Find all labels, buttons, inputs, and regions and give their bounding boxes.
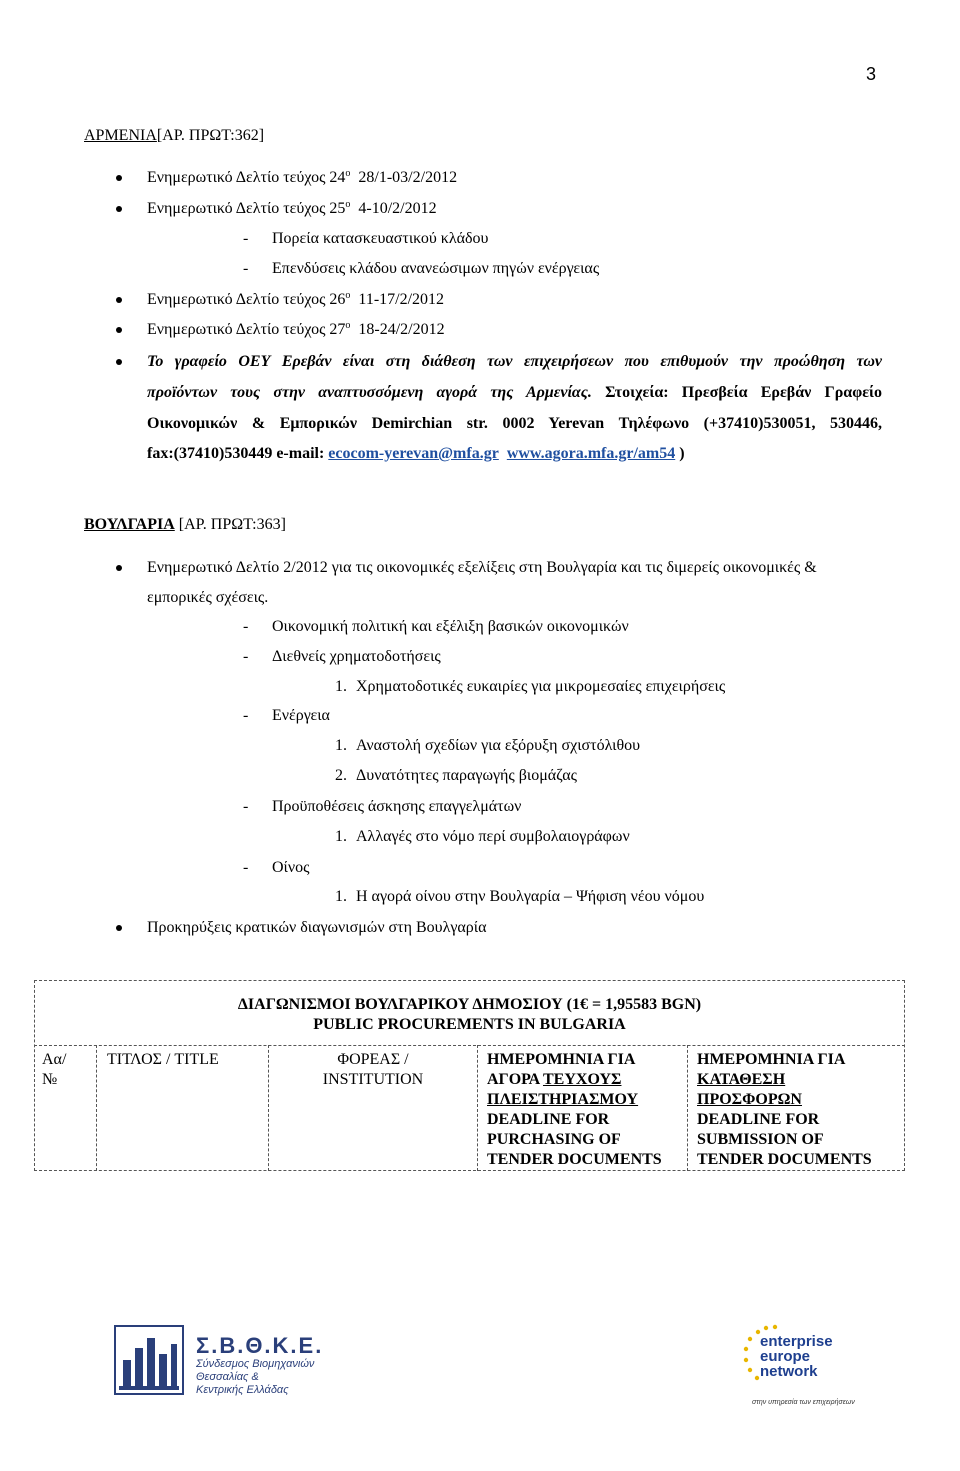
col-header-title: ΤΙΤΛΟΣ / TITLE	[107, 1051, 219, 1068]
armenia-protocol: [ΑΡ. ΠΡΩΤ:362]	[156, 127, 265, 144]
bulletin-line-2: εμπορικές σχέσεις.	[147, 589, 269, 606]
dash-item: -	[243, 230, 249, 247]
office-line-3: Οικονομικών & Εμπορικών Demirchian str. 0002 Yerevan Τηλέφωνο (+37410)530051, 530446,	[147, 415, 882, 432]
table-title-greek: ΔΙΑΓΩΝΙΣΜΟΙ ΒΟΥΛΓΑΡΙΚΟΥ ΔΗΜΟΣΙΟΥ (1€ = 1,95583 BGN)	[237, 996, 702, 1013]
office-line-4: fax:(37410)530449 e-mail: ecocom-yerevan@mfa.gr www.agora.mfa.gr/am54 )	[147, 445, 685, 462]
bullet-icon	[116, 327, 122, 333]
bulletin-line-1: Ενημερωτικό Δελτίο 2/2012 για τις οικονομικές εξελίξεις στη Βουλγαρία και τις διμερείς οικονομικές &	[147, 559, 817, 576]
een-tagline: στην υπηρεσία των επιχειρήσεων	[752, 1399, 855, 1406]
bulgaria-heading	[84, 515, 286, 535]
dash-item: -	[243, 648, 249, 665]
armenia-heading	[84, 126, 264, 146]
topic-item: Ενέργεια	[272, 707, 330, 724]
col-header-number: Αα/ №	[42, 1051, 67, 1088]
number-item: 1.	[335, 888, 347, 905]
dash-item: -	[243, 859, 249, 876]
sbbke-subtitle: Σύνδεσμος Βιομηχανιών Θεσσαλίας & Κεντρικής Ελλάδας	[196, 1358, 315, 1396]
topic-item: Διεθνείς χρηματοδοτήσεις	[272, 648, 441, 665]
table-title-english: PUBLIC PROCUREMENTS IN BULGARIA	[313, 1016, 626, 1033]
bullet-icon	[116, 175, 122, 181]
sbbke-logo-text: Σ.Β.Θ.Κ.Ε.	[196, 1333, 324, 1358]
dash-item: -	[243, 618, 249, 635]
bullet-icon	[116, 359, 122, 365]
topic-item: Προϋποθέσεις άσκησης επαγγελμάτων	[272, 798, 522, 815]
bulletin-item: Ενημερωτικό Δελτίο τεύχος $25^o$ 4-10/2/2012	[147, 199, 437, 217]
table-divider	[477, 1045, 478, 1171]
page-number: 3	[866, 64, 877, 84]
number-item: 1.	[335, 737, 347, 754]
col-header-purchase-deadline: ΗΜΕΡΟΜΗΝΙΑ ΓΙΑ ΑΓΟΡΑ ΤΕΥΧΟΥΣ ΠΛΕΙΣΤΗΡΙΑΣΜΟΥ DEADLINE FOR PURCHASING OF TENDER DOCUMENTS	[487, 1051, 662, 1168]
col-header-institution: ΦΟΡΕΑΣ / INSTITUTION	[322, 1051, 424, 1088]
table-divider	[96, 1045, 97, 1171]
table-divider	[687, 1045, 688, 1171]
bullet-icon	[116, 206, 122, 212]
number-item: 1.	[335, 828, 347, 845]
topic-item: Οικονομική πολιτική και εξέλιξη βασικών οικονομικών	[272, 618, 629, 635]
topic-item: Αλλαγές στο νόμο περί συμβολαιογράφων	[356, 828, 630, 845]
sub-item: Επενδύσεις κλάδου ανανεώσιμων πηγών ενέργειας	[272, 260, 600, 277]
bullet-icon	[116, 297, 122, 303]
een-logo-text: enterprise europe network	[760, 1333, 833, 1380]
office-line-2: προϊόντων τους στην αναπτυσσόμενη αγορά της Αρμενίας. Στοιχεία: Πρεσβεία Ερεβάν Γραφείο	[147, 384, 882, 401]
topic-item: Αναστολή σχεδίων για εξόρυξη σχιστόλιθου	[356, 737, 641, 754]
topic-item: Οίνος	[272, 859, 310, 876]
dash-item: -	[243, 260, 249, 277]
table-divider	[34, 1045, 905, 1046]
bullet-icon	[116, 565, 122, 571]
bulletin-item: Ενημερωτικό Δελτίο τεύχος $26^o$ 11-17/2/2012	[147, 290, 445, 308]
bulletin-item: Ενημερωτικό Δελτίο τεύχος $27^o$ 18-24/2/2012	[147, 320, 445, 338]
office-line-1: Το γραφείο ΟΕΥ Ερεβάν είναι στη διάθεση των επιχειρήσεων που επιθυμούν την προώθηση των	[147, 353, 882, 370]
number-item: 1.	[335, 678, 347, 695]
email-link[interactable]: ecocom-yerevan@mfa.gr	[328, 445, 499, 462]
bullet-icon	[116, 925, 122, 931]
dash-item: -	[243, 798, 249, 815]
topic-item: Η αγορά οίνου στην Βουλγαρία – Ψήφιση νέου νόμου	[356, 888, 705, 905]
armenia-country: ΑΡΜΕΝΙΑ	[84, 127, 157, 144]
sbbke-logo-icon	[109, 1320, 189, 1400]
topic-item: Χρηματοδοτικές ευκαιρίες για μικρομεσαίες επιχειρήσεις	[356, 678, 726, 695]
topic-item: Δυνατότητες παραγωγής βιομάζας	[356, 767, 577, 784]
bulletin-item: Ενημερωτικό Δελτίο τεύχος $24^o$ 28/1-03/2/2012	[147, 168, 458, 186]
number-item: 2.	[335, 767, 347, 784]
table-divider	[268, 1045, 269, 1171]
col-header-submission-deadline: ΗΜΕΡΟΜΗΝΙΑ ΓΙΑ ΚΑΤΑΘΕΣΗ ΠΡΟΣΦΟΡΩΝ DEADLINE FOR SUBMISSION OF TENDER DOCUMENTS	[697, 1051, 872, 1168]
dash-item: -	[243, 707, 249, 724]
sub-item: Πορεία κατασκευαστικού κλάδου	[272, 230, 489, 247]
bulgaria-country: ΒΟΥΛΓΑΡΙΑ	[84, 516, 175, 533]
website-link[interactable]: www.agora.mfa.gr/am54	[506, 445, 676, 462]
tenders-label: Προκηρύξεις κρατικών διαγωνισμών στη Βουλγαρία	[147, 919, 487, 936]
bulgaria-protocol: [ΑΡ. ΠΡΩΤ:363]	[178, 516, 286, 533]
